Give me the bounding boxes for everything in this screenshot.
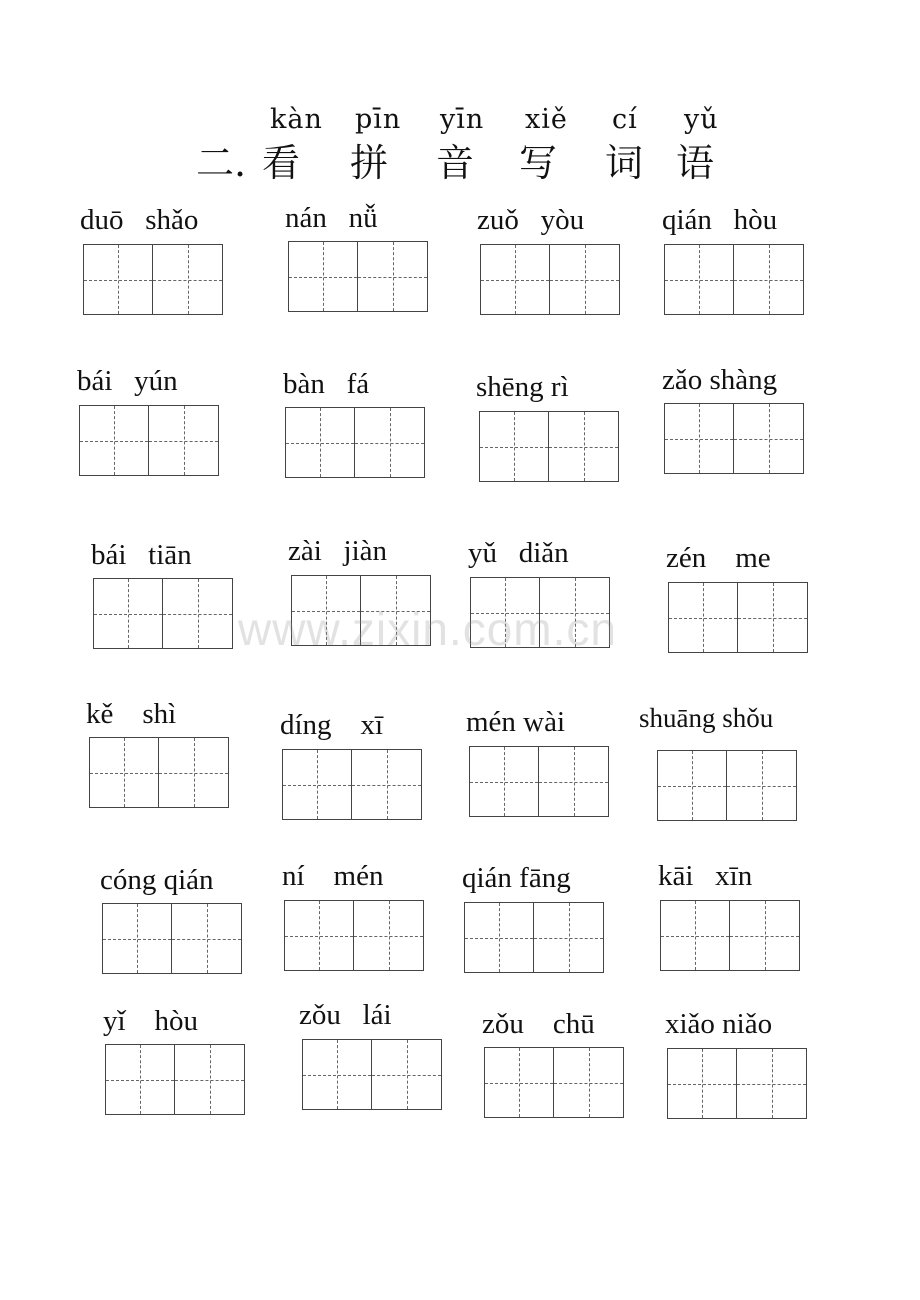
title-char-1: 看 [262,141,301,185]
writing-boxes[interactable] [469,746,609,817]
word-pinyin: duō shǎo [80,204,199,236]
word-pinyin: bàn fá [283,368,370,400]
word-pinyin: ní mén [282,860,384,892]
writing-boxes[interactable] [105,1044,245,1115]
word-pinyin: zǎo shàng [662,364,778,396]
word-pinyin: nán nǚ [285,202,378,234]
title-pinyin-2: pīn [355,104,402,135]
title-char-2: 拼 [350,141,389,185]
title-pinyin-5: cí [612,104,638,135]
word-item [482,1006,672,1136]
writing-boxes[interactable] [668,582,808,653]
word-item [100,862,290,992]
word-item [662,362,852,492]
word-item [477,202,667,332]
writing-boxes[interactable] [480,244,620,315]
title-char-3: 音 [436,141,475,185]
writing-boxes[interactable] [664,403,804,474]
word-item [280,707,470,837]
word-pinyin: mén wài [466,706,566,738]
writing-boxes[interactable] [89,737,229,808]
word-item [662,202,852,332]
word-pinyin: zài jiàn [288,535,388,567]
word-pinyin: bái tiān [91,539,192,571]
word-pinyin: shuāng shǒu [639,703,774,733]
writing-boxes[interactable] [102,903,242,974]
writing-boxes[interactable] [484,1047,624,1118]
writing-boxes[interactable] [667,1048,807,1119]
word-pinyin: kāi xīn [658,860,753,892]
word-pinyin: qián hòu [662,204,778,236]
word-item [639,700,829,830]
word-item [103,1003,293,1133]
word-pinyin: qián fāng [462,862,571,894]
word-pinyin: cóng qián [100,864,214,896]
word-item [466,704,656,834]
word-item [86,696,276,826]
title-pinyin-4: xiě [525,104,568,135]
writing-boxes[interactable] [302,1039,442,1110]
word-item [80,202,270,332]
word-pinyin: zǒu lái [299,999,392,1031]
watermark: www.zixin.com.cn [238,603,617,655]
writing-boxes[interactable] [479,411,619,482]
word-pinyin: bái yún [77,365,178,397]
title-pinyin-6: yǔ [684,104,719,135]
writing-boxes[interactable] [93,578,233,649]
word-item [666,540,856,670]
title-pinyin-3: yīn [440,104,485,135]
word-item [282,858,472,988]
writing-boxes[interactable] [464,902,604,973]
word-item [299,997,489,1127]
word-pinyin: zuǒ yòu [477,204,585,236]
word-item [476,369,666,499]
writing-boxes[interactable] [79,405,219,476]
title-char-4: 写 [519,141,558,185]
word-pinyin: yǐ hòu [103,1005,199,1037]
word-pinyin: xiǎo niǎo [665,1008,773,1040]
word-pinyin: zén me [666,542,771,574]
section-number: 二. [196,141,247,185]
word-item [658,858,848,988]
writing-boxes[interactable] [83,244,223,315]
word-item [77,363,267,493]
word-item [462,860,652,990]
title-char-5: 词 [605,141,644,185]
word-pinyin: shēng rì [476,371,569,403]
writing-boxes[interactable] [657,750,797,821]
word-item [283,366,473,496]
writing-boxes[interactable] [660,900,800,971]
title-char-6: 语 [676,141,715,185]
word-pinyin: díng xī [280,709,384,741]
writing-boxes[interactable] [285,407,425,478]
word-item [285,200,475,330]
word-pinyin: zǒu chū [482,1008,595,1040]
writing-boxes[interactable] [284,900,424,971]
title-pinyin-1: kàn [270,104,323,135]
word-pinyin: yǔ diǎn [468,537,569,569]
word-item [665,1006,855,1136]
writing-boxes[interactable] [664,244,804,315]
writing-boxes[interactable] [282,749,422,820]
writing-boxes[interactable] [288,241,428,312]
word-pinyin: kě shì [86,698,177,730]
